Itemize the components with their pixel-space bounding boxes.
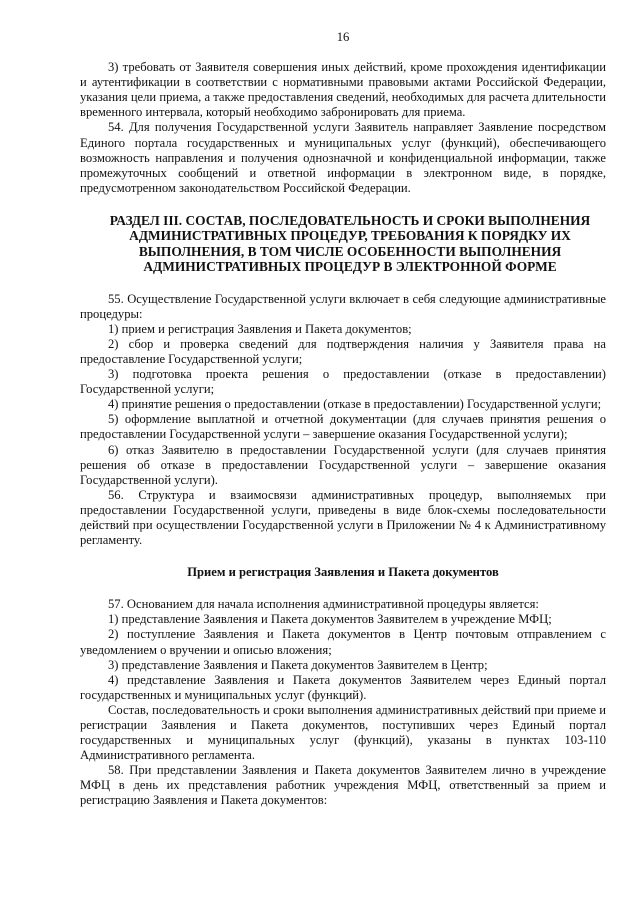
page-number: 16 <box>336 30 350 44</box>
list-item: 1) прием и регистрация Заявления и Пакета документов; <box>108 321 412 336</box>
subheading: Прием и регистрация Заявления и Пакета документов <box>187 565 499 580</box>
list-item: 3) представление Заявления и Пакета документов Заявителем в Центр; <box>108 657 488 672</box>
paragraph: 58. При представлении Заявления и Пакета документов Заявителем лично в учреждение МФЦ в день их представления работник учреждения МФЦ, ответственный за прием и регистрацию Заявления и Пакета документов: <box>80 763 606 808</box>
list-item: 4) принятие решения о предоставлении (отказе в предоставлении) Государственной услуги; <box>108 397 602 412</box>
list-item: 1) представление Заявления и Пакета документов Заявителем в учреждение МФЦ; <box>108 612 552 627</box>
paragraph: 3) требовать от Заявителя совершения иных действий, кроме прохождения идентификации и аутентификации в соответствии с нормативными правовыми актами Российской Федерации, указания цели приема, а также предоставления сведений, необходимых для расчета длительности временного интервала, который необходимо забронировать для приема. <box>80 60 606 120</box>
list-item: 2) сбор и проверка сведений для подтверждения наличия у Заявителя права на предоставление Государственной услуги; <box>80 336 606 366</box>
paragraphs-middle <box>80 292 606 549</box>
list-item: 2) поступление Заявления и Пакета документов в Центр почтовым отправлением с уведомлением о вручении и описью вложения; <box>80 627 606 657</box>
section-heading: РАЗДЕЛ III. СОСТАВ, ПОСЛЕДОВАТЕЛЬНОСТЬ И СРОКИ ВЫПОЛНЕНИЯ АДМИНИСТРАТИВНЫХ ПРОЦЕДУР, ТРЕБОВАНИЯ К ПОРЯДКУ ИХ ВЫПОЛНЕНИЯ, В ТОМ ЧИСЛЕ ОСОБЕННОСТИ ВЫПОЛНЕНИЯ АДМИНИСТРАТИВНЫХ ПРОЦЕДУР В ЭЛЕКТРОННОЙ ФОРМЕ <box>109 212 591 275</box>
paragraph: 55. Осуществление Государственной услуги включает в себя следующие административные процедуры: <box>80 291 606 321</box>
list-item: 3) подготовка проекта решения о предоставлении (отказе в предоставлении) Государственной услуги; <box>80 367 606 397</box>
paragraph: Состав, последовательность и сроки выполнения административных действий при приеме и регистрации Заявления и Пакета документов, поступивших через Единый портал государственных и муниципальных услуг (функций), указаны в пунктах 103-110 Административного регламента. <box>80 702 606 763</box>
list-item: 6) отказ Заявителю в предоставлении Государственной услуги (для случаев принятия решения об отказе в предоставлении Государственной услуги – завершение оказания Государственной услуги). <box>80 442 606 487</box>
paragraphs-top <box>80 60 606 196</box>
list-item: 4) представление Заявления и Пакета документов Заявителем через Единый портал государственных и муниципальных услуг (функций). <box>80 672 606 702</box>
paragraph: 57. Основанием для начала исполнения административной процедуры является: <box>108 597 539 612</box>
paragraph: 54. Для получения Государственной услуги Заявитель направляет Заявление посредством Единого портала государственных и муниципальных услуг (функций), обеспечивающего возможность направления и получения однозначной и конфиденциальной информации, также промежуточных сообщений и ответной информации в электронном виде, в порядке, предусмотренном законодательством Российской Федерации. <box>80 120 606 195</box>
paragraph: 56. Структура и взаимосвязи административных процедур, выполняемых при предоставлении Государственной услуги, приведены в виде блок-схемы последовательности действий при осуществлении Государственной услуги в Приложении № 4 к Административному регламенту. <box>80 487 606 548</box>
paragraphs-bottom <box>80 597 606 808</box>
list-item: 5) оформление выплатной и отчетной документации (для случаев принятия решения о предоставлении Государственной услуги – завершение оказания Государственной услуги); <box>80 412 606 442</box>
